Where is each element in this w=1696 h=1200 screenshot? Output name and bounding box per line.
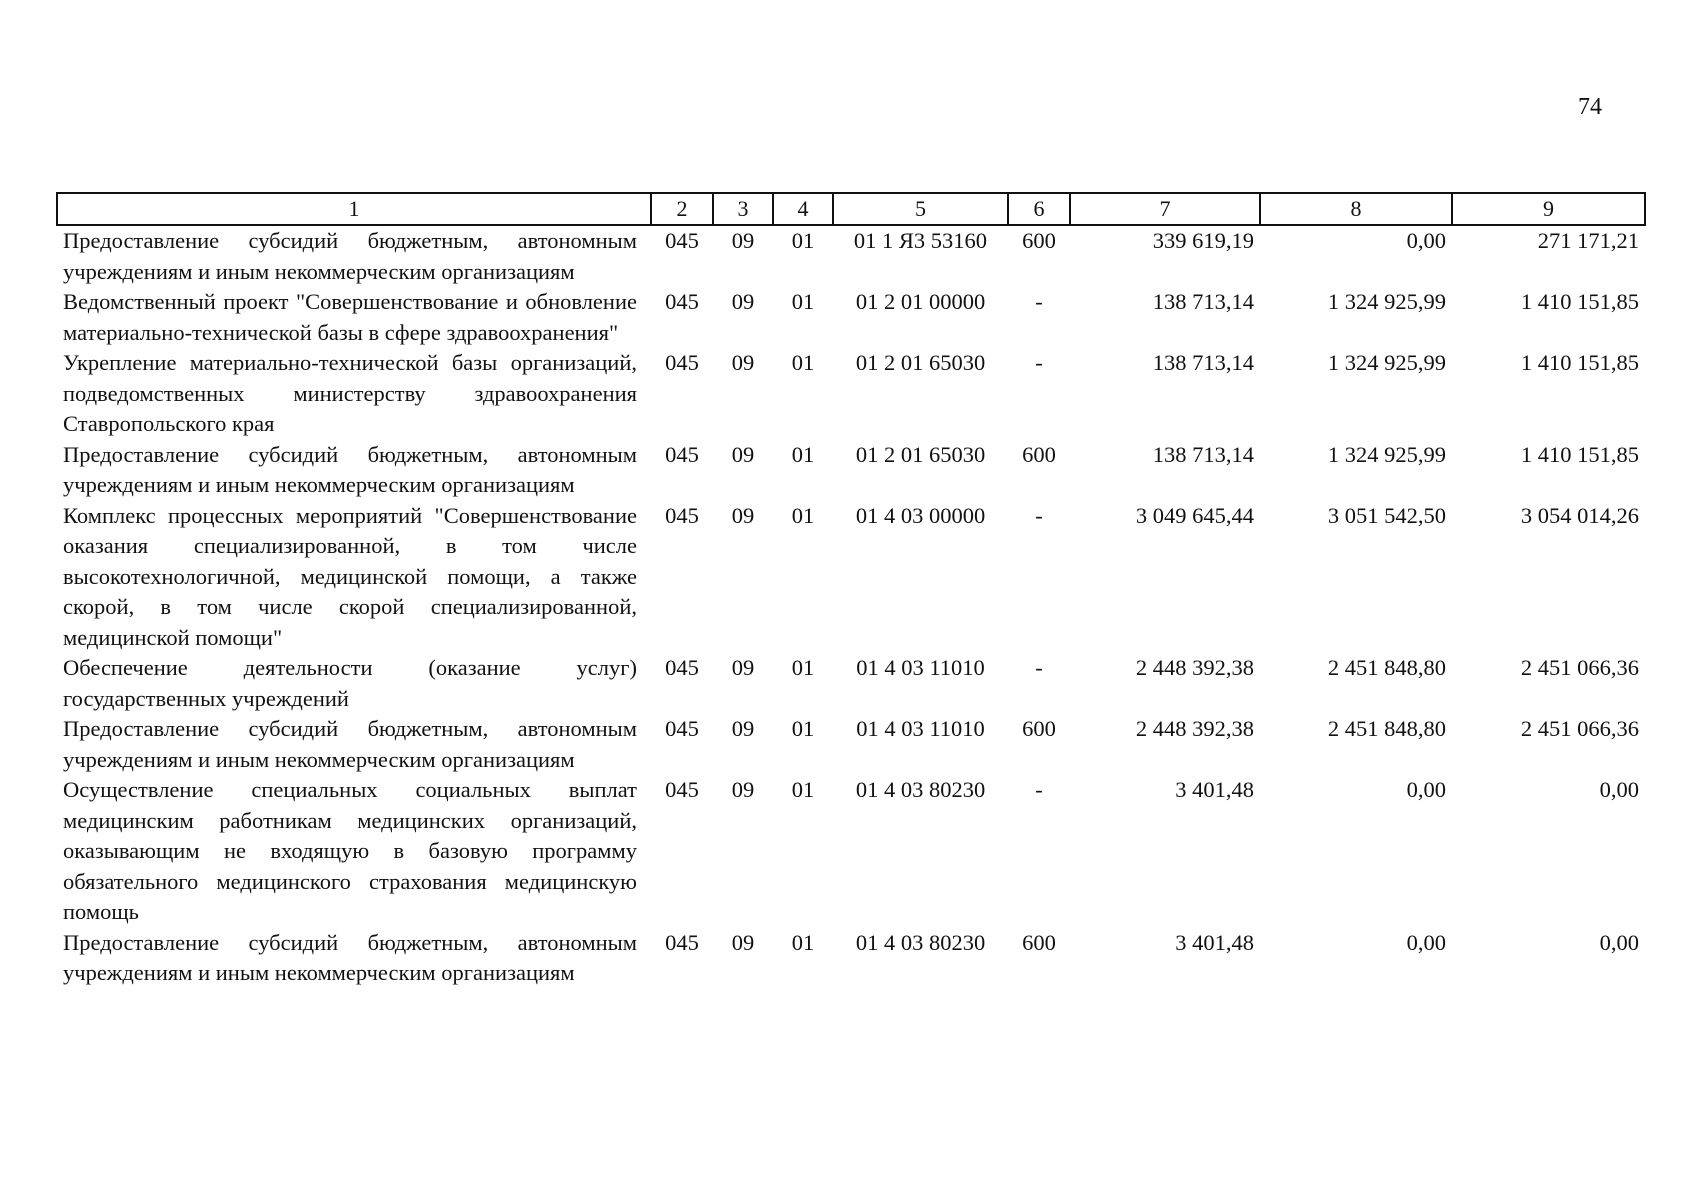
row-name: Осуществление специальных социальных выплат медицинским работникам медицинских организаций, оказывающим не входящую в базовую программу обязательного медицинского страхования медицинскую помощь xyxy=(63,777,637,924)
header-col-3: 3 xyxy=(713,193,773,225)
row-amount-col-8: 2 451 848,80 xyxy=(1327,716,1446,741)
table-row xyxy=(57,653,1645,714)
row-subsection-code: 01 xyxy=(791,777,815,802)
header-col-5: 5 xyxy=(833,193,1008,225)
header-col-2: 2 xyxy=(651,193,713,225)
header-col-9: 9 xyxy=(1452,193,1645,225)
row-amount-col-8: 0,00 xyxy=(1406,777,1446,802)
row-subsection-code: 01 xyxy=(791,502,815,528)
row-target-article: 01 4 03 80230 xyxy=(855,777,986,802)
row-amount-col-9: 1 410 151,85 xyxy=(1520,289,1639,314)
row-section-code: 09 xyxy=(731,228,755,253)
row-section-code: 09 xyxy=(731,777,755,802)
row-amount-col-7: 3 401,48 xyxy=(1175,929,1254,955)
row-name: Предоставление субсидий бюджетным, автономным учреждениям и иным некоммерческим организациям xyxy=(63,929,637,985)
header-row xyxy=(57,193,1645,225)
row-ministry-code: 045 xyxy=(665,289,699,314)
row-target-article: 01 2 01 00000 xyxy=(855,289,986,314)
row-target-article: 01 2 01 65030 xyxy=(855,441,986,467)
row-amount-col-8: 3 051 542,50 xyxy=(1327,502,1446,528)
row-subsection-code: 01 xyxy=(791,441,815,467)
row-amount-col-7: 138 713,14 xyxy=(1152,289,1254,314)
row-amount-col-9: 0,00 xyxy=(1599,929,1639,955)
row-section-code: 09 xyxy=(731,929,755,955)
row-name: Предоставление субсидий бюджетным, автономным учреждениям и иным некоммерческим организациям xyxy=(63,228,637,284)
table-row xyxy=(57,440,1645,501)
row-subsection-code: 01 xyxy=(791,929,815,955)
row-subsection-code: 01 xyxy=(791,716,815,741)
page-number: 74 xyxy=(1578,94,1602,120)
row-amount-col-9: 271 171,21 xyxy=(1537,228,1639,253)
row-section-code: 09 xyxy=(731,441,755,467)
row-section-code: 09 xyxy=(731,502,755,528)
row-amount-col-7: 3 049 645,44 xyxy=(1135,502,1254,528)
row-name: Предоставление субсидий бюджетным, автономным учреждениям и иным некоммерческим организациям xyxy=(63,716,637,772)
row-amount-col-8: 1 324 925,99 xyxy=(1327,350,1446,375)
budget-table xyxy=(56,192,1646,989)
row-amount-col-8: 1 324 925,99 xyxy=(1327,289,1446,314)
row-target-article: 01 4 03 11010 xyxy=(856,655,985,680)
row-amount-col-9: 3 054 014,26 xyxy=(1520,502,1639,528)
row-amount-col-9: 0,00 xyxy=(1599,777,1639,802)
row-expense-type: 600 xyxy=(1022,716,1056,741)
header-col-7: 7 xyxy=(1070,193,1260,225)
row-target-article: 01 4 03 00000 xyxy=(855,502,986,528)
row-subsection-code: 01 xyxy=(791,228,815,253)
row-expense-type: 600 xyxy=(1022,441,1056,467)
table-header xyxy=(57,193,1645,225)
row-subsection-code: 01 xyxy=(791,655,815,680)
row-amount-col-7: 2 448 392,38 xyxy=(1135,655,1254,680)
row-expense-type: - xyxy=(1035,777,1043,802)
row-ministry-code: 045 xyxy=(665,350,699,375)
row-expense-type: 600 xyxy=(1022,228,1056,253)
row-amount-col-7: 2 448 392,38 xyxy=(1135,716,1254,741)
row-amount-col-7: 138 713,14 xyxy=(1152,441,1254,467)
table-row xyxy=(57,928,1645,989)
row-amount-col-8: 2 451 848,80 xyxy=(1327,655,1446,680)
row-amount-col-7: 339 619,19 xyxy=(1152,228,1254,253)
row-ministry-code: 045 xyxy=(665,655,699,680)
row-target-article: 01 4 03 80230 xyxy=(855,929,986,955)
row-amount-col-8: 0,00 xyxy=(1406,228,1446,253)
row-expense-type: - xyxy=(1035,289,1043,314)
row-name: Предоставление субсидий бюджетным, автономным учреждениям и иным некоммерческим организациям xyxy=(63,441,637,497)
row-subsection-code: 01 xyxy=(791,350,815,375)
row-amount-col-9: 1 410 151,85 xyxy=(1520,350,1639,375)
row-ministry-code: 045 xyxy=(665,716,699,741)
row-section-code: 09 xyxy=(731,716,755,741)
row-target-article: 01 1 Я3 53160 xyxy=(853,228,988,253)
row-expense-type: - xyxy=(1035,350,1043,375)
row-expense-type: - xyxy=(1035,655,1043,680)
row-subsection-code: 01 xyxy=(791,289,815,314)
row-amount-col-7: 138 713,14 xyxy=(1152,350,1254,375)
row-amount-col-7: 3 401,48 xyxy=(1175,777,1254,802)
row-section-code: 09 xyxy=(731,655,755,680)
table-row xyxy=(57,225,1645,287)
row-expense-type: 600 xyxy=(1022,929,1056,955)
header-col-8: 8 xyxy=(1260,193,1452,225)
header-col-6: 6 xyxy=(1008,193,1070,225)
row-target-article: 01 2 01 65030 xyxy=(855,350,986,375)
row-section-code: 09 xyxy=(731,289,755,314)
table-row xyxy=(57,287,1645,348)
row-amount-col-9: 2 451 066,36 xyxy=(1520,655,1639,680)
row-target-article: 01 4 03 11010 xyxy=(856,716,985,741)
table-row xyxy=(57,775,1645,928)
row-ministry-code: 045 xyxy=(665,228,699,253)
row-name: Укрепление материально-технической базы организаций, подведомственных министерству здравоохранения Ставропольского края xyxy=(63,350,637,436)
row-name: Комплекс процессных мероприятий "Совершенствование оказания специализированной, в том числе высокотехнологичной, медицинской помощи, а также скорой, в том числе скорой специализированной, медицинской помощи" xyxy=(63,502,637,650)
row-ministry-code: 045 xyxy=(665,929,699,955)
header-col-4: 4 xyxy=(773,193,833,225)
row-name: Ведомственный проект "Совершенствование и обновление материально-технической базы в сфере здравоохранения" xyxy=(63,289,637,345)
row-amount-col-8: 0,00 xyxy=(1406,929,1446,955)
header-col-1: 1 xyxy=(57,193,651,225)
row-ministry-code: 045 xyxy=(665,777,699,802)
row-amount-col-9: 2 451 066,36 xyxy=(1520,716,1639,741)
row-ministry-code: 045 xyxy=(665,502,699,528)
table-row xyxy=(57,501,1645,654)
row-name: Обеспечение деятельности (оказание услуг) государственных учреждений xyxy=(63,655,637,711)
table-row xyxy=(57,714,1645,775)
table-row xyxy=(57,348,1645,440)
row-expense-type: - xyxy=(1035,502,1043,528)
row-section-code: 09 xyxy=(731,350,755,375)
table-body xyxy=(57,225,1645,989)
row-ministry-code: 045 xyxy=(665,441,699,467)
row-amount-col-9: 1 410 151,85 xyxy=(1520,441,1639,467)
row-amount-col-8: 1 324 925,99 xyxy=(1327,441,1446,467)
